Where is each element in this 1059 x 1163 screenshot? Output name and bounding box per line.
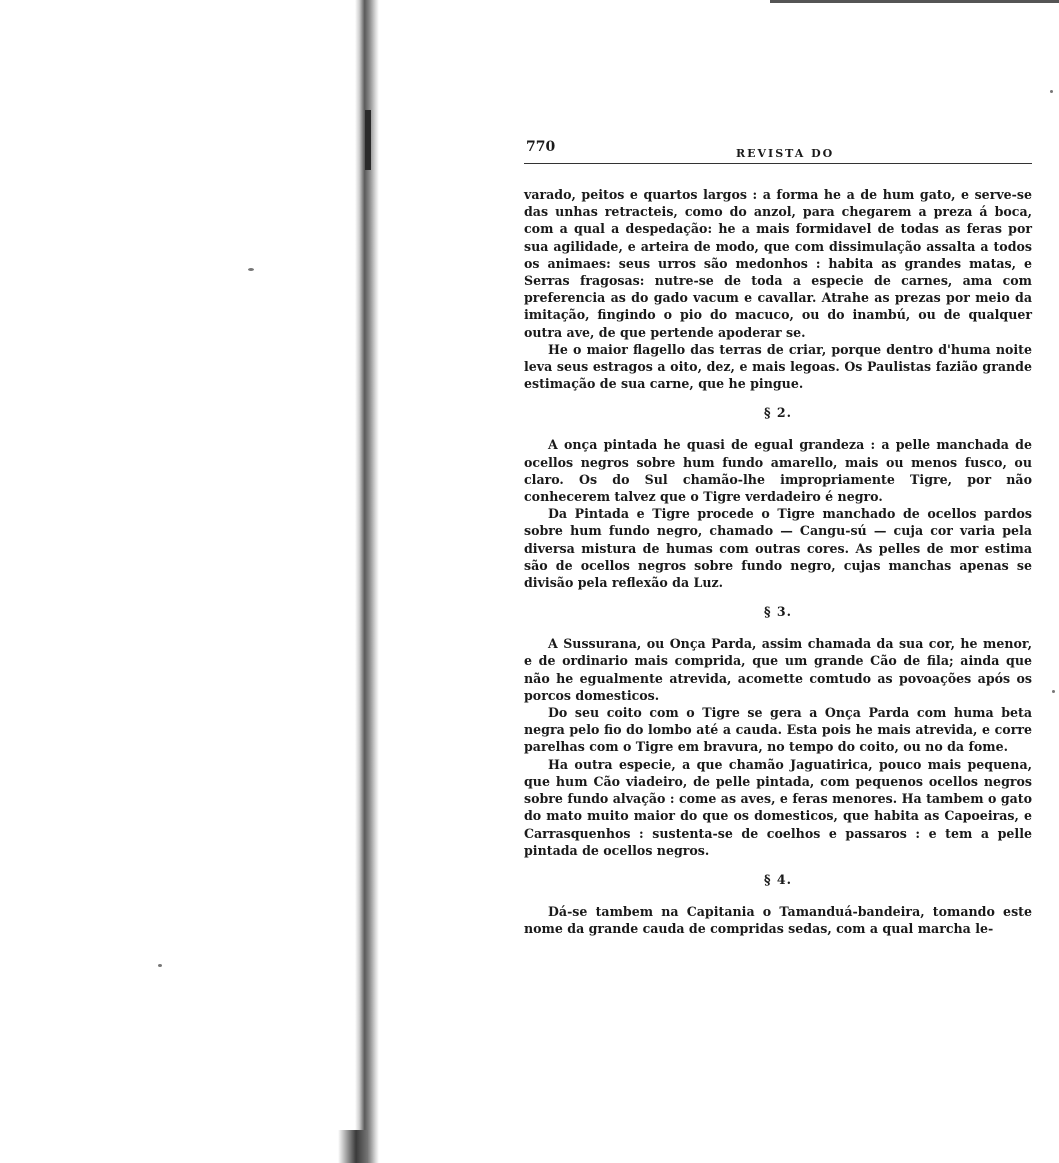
page-header [524,135,1032,164]
paragraph: A Sussurana, ou Onça Parda, assim chamada da sua cor, he menor, e de ordinario mais comprida, que um grande Cão de fila; ainda que não he egualmente atrevida, acomette comtudo as povoações após os porcos domesticos. [524,636,1032,703]
scan-speck [158,964,162,967]
scan-speck [1050,90,1053,93]
section-1-body [524,186,1032,392]
section-3-body [524,635,1032,859]
gutter-bottom-shadow [338,1130,368,1163]
scan-speck [248,268,254,271]
section-heading-2: § 2. [763,405,793,421]
section-heading-4: § 4. [763,871,793,887]
paragraph: A onça pintada he quasi de egual grandeza : a pelle manchada de ocellos negros sobre hum fundo amarello, mais ou menos fusco, ou claro. Os do Sul chamão-lhe impropriamente Tigre, por não conhecerem talvez que o Tigre verdadeiro é negro. [524,437,1032,505]
page-number: 770 [526,139,556,155]
paragraph: Ha outra especie, a que chamão Jaguatirica, pouco mais pequena, que hum Cão viadeiro, de pelle pintada, com pequenos ocellos negros sobre fundo alvação : come as aves, e feras menores. Ha tambem o gato do mato muito maior do que os domesticos, que habita as Capoeiras, e Carrasquenhos : sustenta-se de coelhos e passaros : e tem a pelle pintada de ocellos negros. [524,756,1032,858]
book-gutter-shadow [355,0,379,1163]
paragraph: varado, peitos e quartos largos : a forma he a de hum gato, e serve-se das unhas retracteis, como do anzol, para chegarem a preza á boca, com a qual a despedação: he a mais formidavel de todas as feras por sua agilidade, e arteira de modo, que com dissimulação assalta a todos os animaes: seus urros são medonhos : habita as grandes matas, e Serras fragosas: nutre-se de toda a especie de carnes, ama com preferencia as do gado vacum e cavallar. Atrahe as prezas por meio da imitação, fingindo o pio do macuco, ou do inambú, ou de qualquer outra ave, de que pertende apoderar se. [524,187,1032,340]
section-heading-3: § 3. [763,604,793,620]
running-title: REVISTA DO [736,147,835,160]
paragraph: He o maior flagello das terras de criar, porque dentro d'huma noite leva seus estragos a oito, dez, e mais legoas. Os Paulistas fazião grande estimação de sua carne, que he pingue. [524,341,1032,392]
paragraph: Dá-se tambem na Capitania o Tamanduá-bandeira, tomando este nome da grande cauda de compridas sedas, com a qual marcha le- [524,903,1032,937]
paragraph: Da Pintada e Tigre procede o Tigre manchado de ocellos pardos sobre hum fundo negro, chamado — Cangu-sú — cuja cor varia pela diversa mistura de humas com outras cores. As pelles de mor estima são de ocellos negros sobre fundo negro, cujas manchas apenas se divisão pela reflexão da Luz. [524,506,1032,591]
book-page [524,135,1032,937]
top-edge-rule [770,0,1059,3]
paragraph: Do seu coito com o Tigre se gera a Onça Parda com huma beta negra pelo fio do lombo até a cauda. Esta pois he mais atrevida, e corre parelhas com o Tigre em bravura, no tempo do coito, ou no da fome. [524,705,1032,755]
gutter-dark-mark [365,110,371,170]
section-2-body [524,436,1032,591]
scan-speck [1052,690,1055,693]
section-4-body [524,903,1032,937]
